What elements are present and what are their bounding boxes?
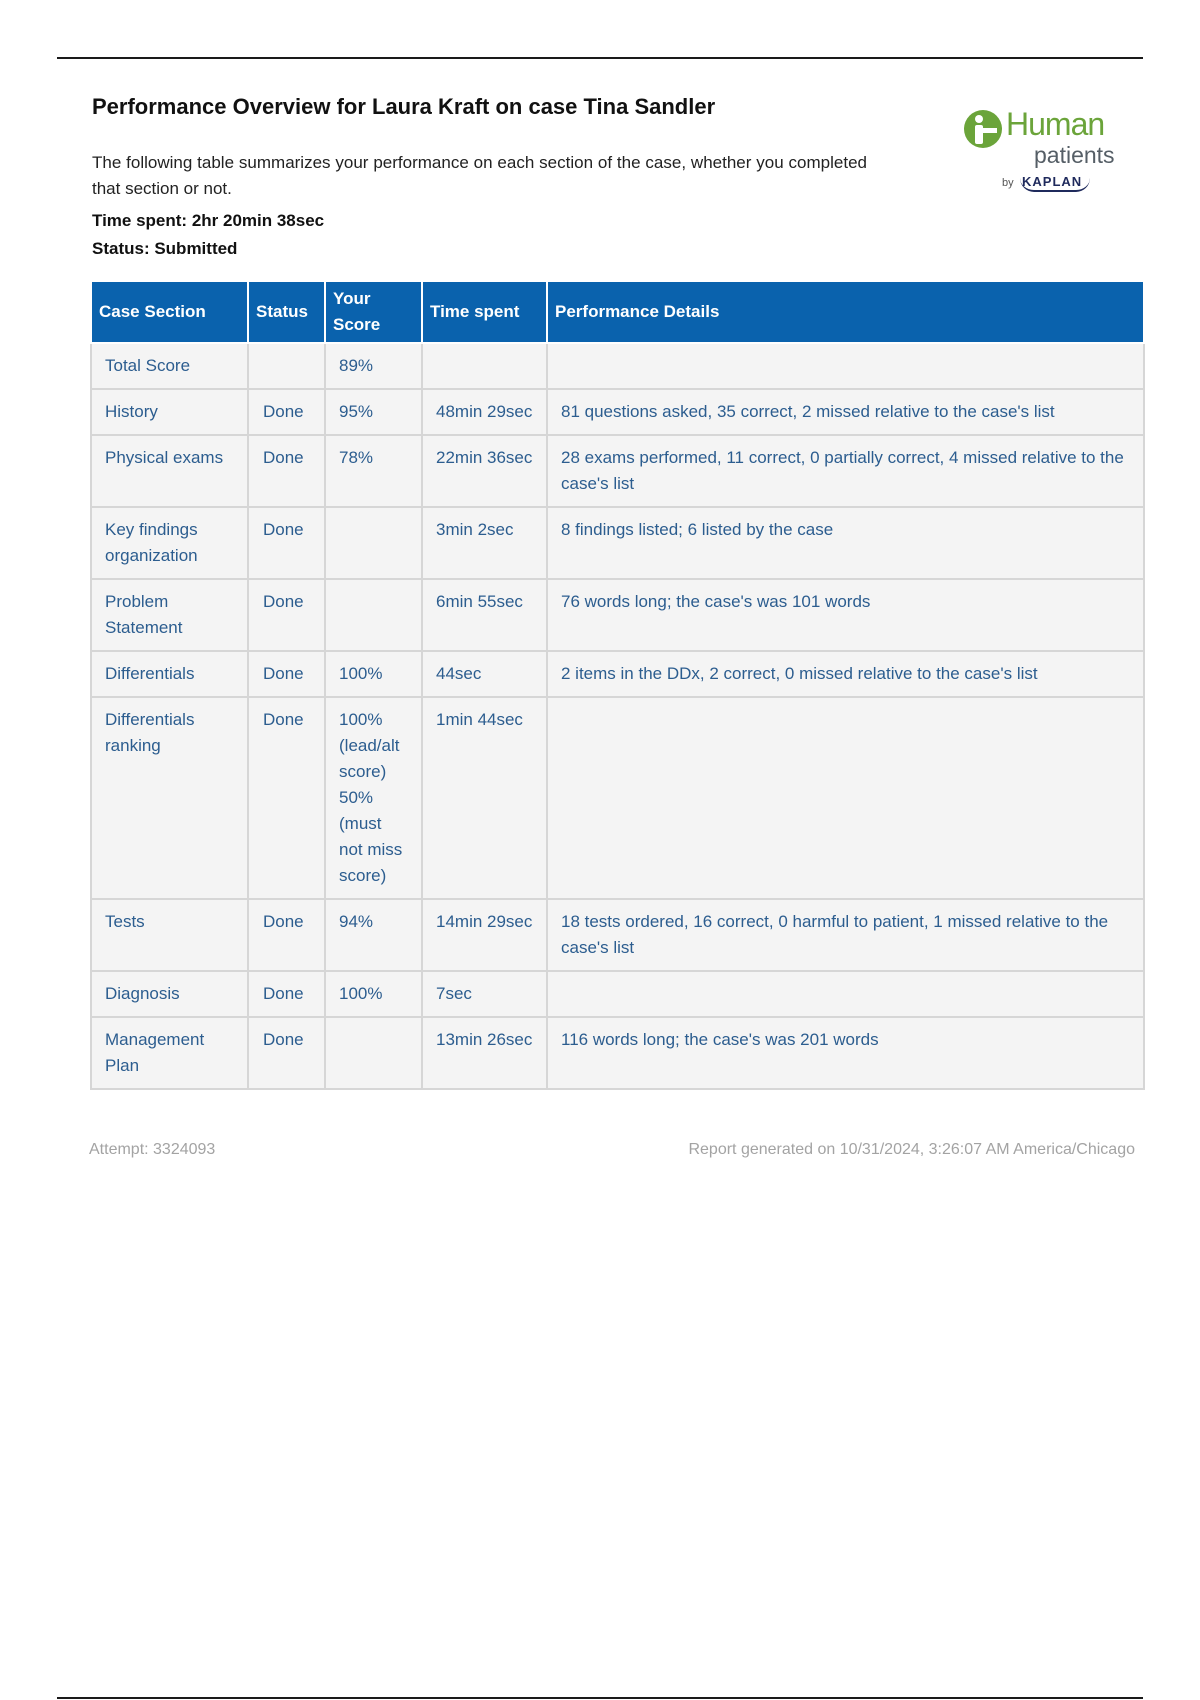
top-divider <box>57 57 1143 59</box>
cell-performance-details: 81 questions asked, 35 correct, 2 missed relative to the case's list <box>547 389 1144 435</box>
cell-case-section: Problem Statement <box>91 579 248 651</box>
cell-status: Done <box>248 579 325 651</box>
table-body <box>91 343 1144 1089</box>
cell-score: 100% <box>325 971 422 1017</box>
header-your-score: Your Score <box>325 281 422 343</box>
table-row <box>91 389 1144 435</box>
cell-score: 78% <box>325 435 422 507</box>
cell-time-spent: 48min 29sec <box>422 389 547 435</box>
cell-status: Done <box>248 971 325 1017</box>
attempt-id: Attempt: 3324093 <box>89 1141 216 1158</box>
cell-score: 89% <box>325 343 422 389</box>
table-row <box>91 435 1144 507</box>
cell-status: Done <box>248 507 325 579</box>
header-performance-details: Performance Details <box>547 281 1144 343</box>
table-row <box>91 899 1144 971</box>
table-row <box>91 697 1144 899</box>
cell-time-spent: 14min 29sec <box>422 899 547 971</box>
cell-case-section: History <box>91 389 248 435</box>
cell-status <box>248 343 325 389</box>
performance-table <box>90 280 1145 1090</box>
cell-score <box>325 507 422 579</box>
cell-time-spent: 1min 44sec <box>422 697 547 899</box>
cell-time-spent: 22min 36sec <box>422 435 547 507</box>
cell-performance-details: 76 words long; the case's was 101 words <box>547 579 1144 651</box>
cell-performance-details: 28 exams performed, 11 correct, 0 partially correct, 4 missed relative to the case's list <box>547 435 1144 507</box>
cell-performance-details: 116 words long; the case's was 201 words <box>547 1017 1144 1089</box>
cell-time-spent: 13min 26sec <box>422 1017 547 1089</box>
cell-status: Done <box>248 435 325 507</box>
header-case-section: Case Section <box>91 281 248 343</box>
table-row <box>91 971 1144 1017</box>
kaplan-logo-text: KAPLAN <box>1020 174 1090 192</box>
time-spent-summary: Time spent: 2hr 20min 38sec <box>92 211 325 230</box>
bottom-divider <box>57 1697 1143 1699</box>
cell-case-section: Differentials <box>91 651 248 697</box>
cell-performance-details <box>547 697 1144 899</box>
cell-performance-details: 2 items in the DDx, 2 correct, 0 missed relative to the case's list <box>547 651 1144 697</box>
page-title: Performance Overview for Laura Kraft on case Tina Sandler <box>92 94 716 119</box>
cell-case-section: Tests <box>91 899 248 971</box>
cell-score: 100% <box>325 651 422 697</box>
cell-score: 94% <box>325 899 422 971</box>
cell-case-section: Key findings organization <box>91 507 248 579</box>
logo-human-text: Human <box>1006 106 1105 142</box>
ihuman-patients-logo <box>962 104 1132 202</box>
cell-status: Done <box>248 899 325 971</box>
ihuman-logo-icon <box>962 108 1004 150</box>
table-row <box>91 507 1144 579</box>
report-generated-timestamp: Report generated on 10/31/2024, 3:26:07 AM America/Chicago <box>688 1141 1135 1158</box>
cell-status: Done <box>248 1017 325 1089</box>
table-row <box>91 343 1144 389</box>
cell-case-section: Total Score <box>91 343 248 389</box>
table-header-row <box>91 281 1144 343</box>
cell-score <box>325 1017 422 1089</box>
logo-patients-text: patients <box>1034 142 1115 168</box>
table-row <box>91 579 1144 651</box>
cell-score: 100% (lead/alt score) 50% (must not miss score) <box>325 697 422 899</box>
cell-performance-details <box>547 971 1144 1017</box>
status-summary: Status: Submitted <box>92 239 238 258</box>
cell-case-section: Differentials ranking <box>91 697 248 899</box>
cell-score <box>325 579 422 651</box>
intro-text: The following table summarizes your performance on each section of the case, whether you completed that section or not. <box>92 153 867 198</box>
header-time-spent: Time spent <box>422 281 547 343</box>
cell-score: 95% <box>325 389 422 435</box>
table-row <box>91 651 1144 697</box>
cell-status: Done <box>248 651 325 697</box>
cell-status: Done <box>248 697 325 899</box>
cell-case-section: Management Plan <box>91 1017 248 1089</box>
table-row <box>91 1017 1144 1089</box>
cell-time-spent <box>422 343 547 389</box>
cell-time-spent: 3min 2sec <box>422 507 547 579</box>
logo-by-text: by <box>1002 177 1014 189</box>
cell-time-spent: 6min 55sec <box>422 579 547 651</box>
cell-performance-details <box>547 343 1144 389</box>
cell-case-section: Physical exams <box>91 435 248 507</box>
cell-performance-details: 8 findings listed; 6 listed by the case <box>547 507 1144 579</box>
cell-status: Done <box>248 389 325 435</box>
cell-performance-details: 18 tests ordered, 16 correct, 0 harmful to patient, 1 missed relative to the case's list <box>547 899 1144 971</box>
cell-time-spent: 7sec <box>422 971 547 1017</box>
cell-case-section: Diagnosis <box>91 971 248 1017</box>
cell-time-spent: 44sec <box>422 651 547 697</box>
header-status: Status <box>248 281 325 343</box>
